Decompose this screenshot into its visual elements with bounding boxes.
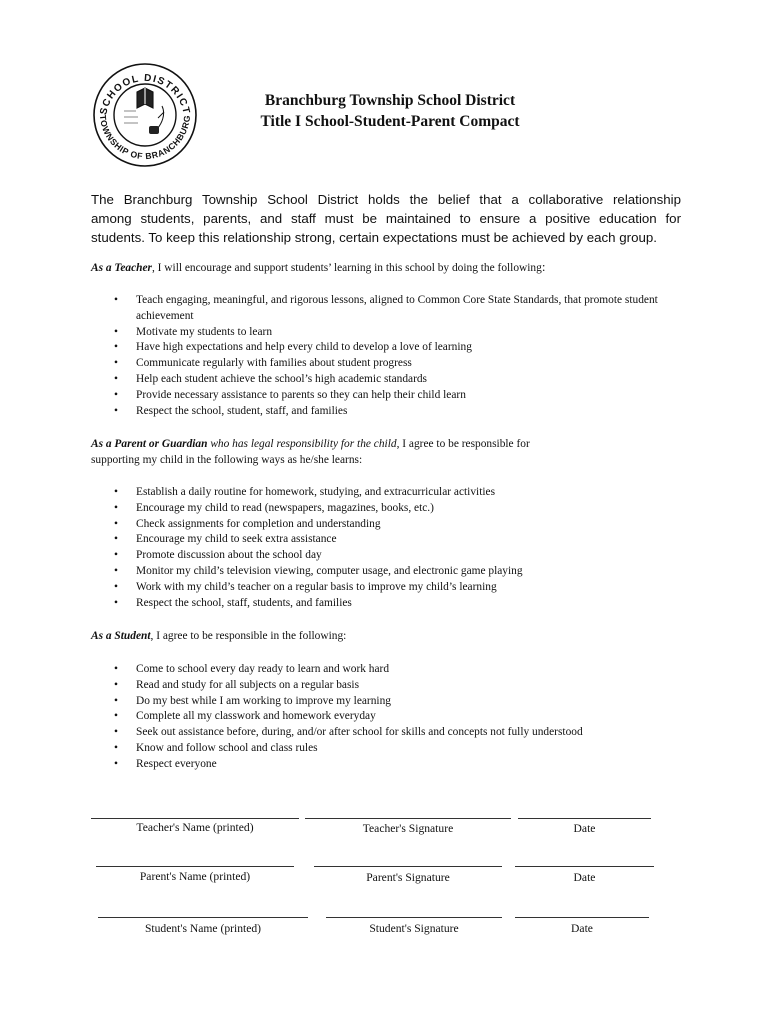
intro-line: students. To keep this relationship strong, certain expectations must be achieved by each group. (91, 230, 657, 245)
student-role: As a Student (91, 630, 151, 642)
student-date-label: Date (571, 922, 593, 935)
intro-paragraph (91, 190, 681, 247)
list-item: • Provide necessary assistance to parents so they can help their child learn (136, 388, 686, 404)
teacher-name-line[interactable] (91, 818, 299, 819)
student-name-label: Student's Name (printed) (144, 922, 262, 935)
intro-line: among students, parents, and staff must be maintained to ensure a positive education for (91, 211, 681, 226)
list-item: • Teach engaging, meaningful, and rigorous lessons, aligned to Common Core State Standards, that promote student achievement (136, 293, 686, 325)
teacher-signature-label: Teacher's Signature (362, 822, 454, 835)
parent-statement (91, 436, 581, 468)
parent-signature-label: Parent's Signature (366, 871, 450, 884)
student-signature-label: Student's Signature (369, 922, 459, 935)
list-item: • Monitor my child’s television viewing, computer usage, and electronic game playing (136, 564, 686, 580)
svg-text:SCHOOL DISTRICT: SCHOOL DISTRICT (98, 72, 192, 116)
parent-list (136, 485, 686, 611)
list-item: • Promote discussion about the school day (136, 548, 686, 564)
parent-role: As a Parent or Guardian (91, 438, 208, 450)
parent-signature-line[interactable] (314, 866, 502, 867)
list-item: • Establish a daily routine for homework, studying, and extracurricular activities (136, 485, 686, 501)
list-item: • Have high expectations and help every child to develop a love of learning (136, 340, 686, 356)
list-item: • Come to school every day ready to learn and work hard (136, 662, 686, 678)
parent-date-label: Date (573, 871, 596, 884)
teacher-role: As a Teacher (91, 262, 152, 274)
list-item: • Complete all my classwork and homework everyday (136, 709, 686, 725)
list-item: • Encourage my child to seek extra assistance (136, 532, 686, 548)
list-item: • Read and study for all subjects on a regular basis (136, 678, 686, 694)
list-item: • Check assignments for completion and understanding (136, 517, 686, 533)
parent-name-line[interactable] (96, 866, 294, 867)
list-item: • Motivate my students to learn (136, 325, 686, 341)
intro-line: The Branchburg Township School District holds the belief that a collaborative relationship (91, 192, 681, 207)
list-item: • Know and follow school and class rules (136, 741, 686, 757)
teacher-name-label: Teacher's Name (printed) (136, 821, 254, 834)
student-list (136, 662, 686, 773)
list-item: • Do my best while I am working to improve my learning (136, 694, 686, 710)
list-item: • Communicate regularly with families about student progress (136, 356, 686, 372)
student-name-line[interactable] (98, 917, 308, 918)
teacher-date-line[interactable] (518, 818, 651, 819)
teacher-statement-text: , I will encourage and support students’ learning in this school by doing the following (151, 262, 542, 274)
parent-qualifier: who has legal responsibility for the child (207, 438, 397, 450)
teacher-statement (91, 259, 691, 276)
teacher-statement-end: : (541, 259, 546, 274)
list-item: • Respect the school, staff, students, and families (136, 596, 686, 612)
parent-date-line[interactable] (515, 866, 654, 867)
svg-text:TOWNSHIP OF BRANCHBURG: TOWNSHIP OF BRANCHBURG (97, 114, 193, 162)
student-statement-text: , I agree to be responsible in the following: (150, 630, 347, 642)
list-item: • Seek out assistance before, during, and/or after school for skills and concepts not fully understood (136, 725, 686, 741)
teacher-date-label: Date (573, 822, 596, 835)
list-item: • Work with my child’s teacher on a regular basis to improve my child’s learning (136, 580, 686, 596)
parent-statement-text: , I agree to be responsible for supporting my child in the following ways as he/she learns: (91, 438, 530, 466)
student-signature-line[interactable] (326, 917, 502, 918)
parent-name-label: Parent's Name (printed) (139, 870, 251, 883)
teacher-signature-line[interactable] (305, 818, 511, 819)
list-item: • Respect everyone (136, 757, 686, 773)
compact-title: Title I School-Student-Parent Compact (260, 113, 520, 130)
list-item: • Encourage my child to read (newspapers, magazines, books, etc.) (136, 501, 686, 517)
district-title: Branchburg Township School District (264, 92, 516, 109)
student-date-line[interactable] (515, 917, 649, 918)
teacher-list (136, 293, 686, 419)
list-item: • Respect the school, student, staff, and families (136, 404, 686, 420)
list-item: • Help each student achieve the school’s high academic standards (136, 372, 686, 388)
student-statement (91, 628, 691, 644)
